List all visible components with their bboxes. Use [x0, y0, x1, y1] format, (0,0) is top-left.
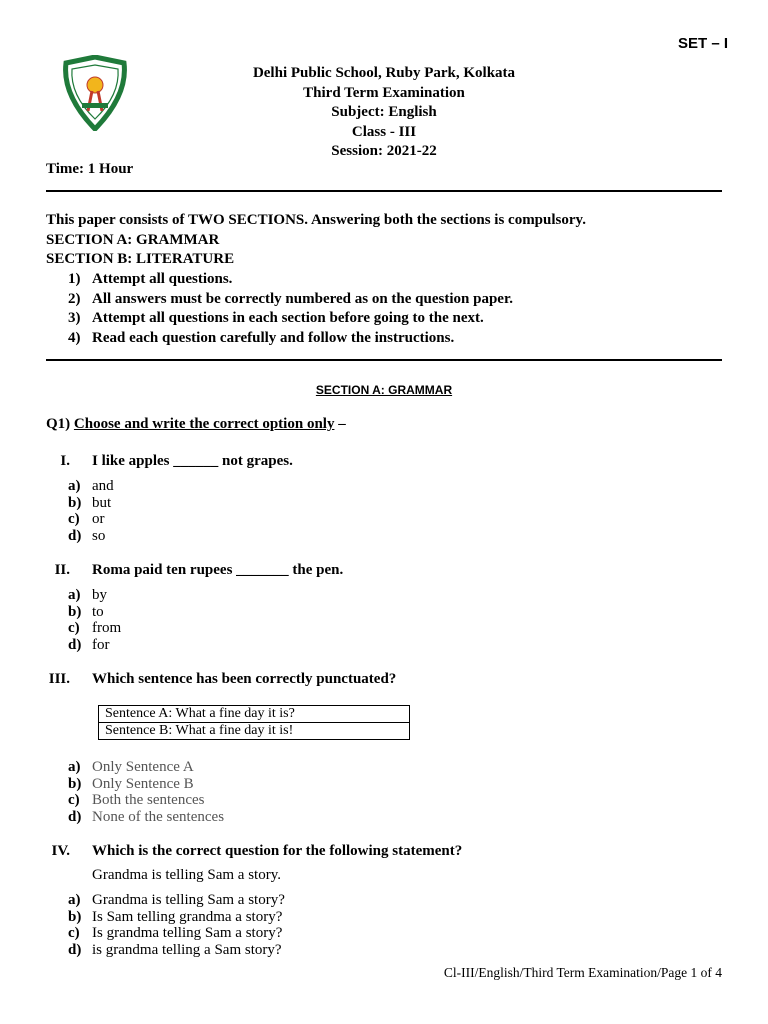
option [68, 604, 121, 621]
instruction-text: Attempt all questions. [92, 271, 233, 287]
instruction-item [68, 270, 513, 290]
option-letter: b) [68, 603, 82, 620]
class: Class - III [351, 123, 417, 140]
option [68, 809, 224, 826]
option-text: Is Sam telling grandma a story? [92, 908, 283, 925]
option-letter: a) [68, 587, 81, 603]
option-text: Grandma is telling Sam a story? [92, 892, 285, 908]
instructions-section-a: SECTION A: GRAMMAR [46, 231, 220, 248]
option-text: to [92, 603, 104, 620]
section-title: SECTION A: GRAMMAR [315, 383, 453, 397]
exam-header [0, 64, 768, 162]
instruction-number: 3) [68, 310, 81, 326]
exam-name: Third Term Examination [303, 84, 465, 101]
option-letter: b) [68, 775, 82, 792]
option-text: None of the sentences [92, 809, 225, 826]
option [68, 637, 121, 654]
divider [46, 359, 722, 361]
option-text: Is grandma telling Sam a story? [92, 925, 283, 942]
option-letter: c) [68, 620, 80, 637]
instructions-list [68, 270, 513, 348]
option-letter: a) [68, 892, 81, 908]
option [68, 942, 285, 959]
question-number: I. [60, 453, 70, 469]
subject: Subject: English [331, 104, 437, 120]
option-letter: b) [68, 908, 82, 925]
options-list [68, 478, 114, 545]
option-letter: d) [68, 809, 82, 826]
option [68, 511, 114, 528]
time-allowed: Time: 1 Hour [46, 161, 134, 177]
divider [46, 190, 722, 192]
question-text: Which sentence has been correctly punctuated? [92, 671, 397, 687]
option-text: Both the sentences [92, 792, 205, 809]
question-text: Roma paid ten rupees _______ the pen. [92, 562, 344, 578]
school-name: Delhi Public School, Ruby Park, Kolkata [252, 65, 516, 81]
instruction-item [68, 309, 513, 329]
instruction-text: Read each question carefully and follow the instructions. [92, 329, 455, 346]
option-letter: b) [68, 494, 82, 511]
option-text: for [92, 637, 110, 654]
option-letter: d) [68, 637, 82, 654]
option-text: and [92, 478, 114, 494]
instructions-section-b: SECTION B: LITERATURE [46, 251, 235, 267]
instruction-text: Attempt all questions in each section before going to the next. [92, 310, 484, 326]
session: Session: 2021-22 [331, 143, 437, 159]
sentence-a: Sentence A: What a fine day it is? [99, 706, 410, 723]
option-letter: d) [68, 942, 82, 959]
question-number: IV. [51, 843, 70, 859]
option [68, 587, 121, 604]
instruction-number: 4) [68, 329, 81, 346]
q1-prefix: Q1) [46, 416, 74, 432]
option [68, 478, 114, 495]
option [68, 776, 224, 793]
option-text: by [92, 587, 107, 603]
option-letter: c) [68, 511, 80, 528]
option-text: from [92, 620, 122, 637]
option-letter: a) [68, 478, 81, 494]
option [68, 495, 114, 512]
sentence-table [98, 705, 410, 740]
q1-heading [46, 416, 346, 433]
instruction-item [68, 329, 513, 349]
options-list [68, 759, 224, 826]
option [68, 528, 114, 545]
option-letter: a) [68, 759, 81, 775]
option-text: Only Sentence B [92, 775, 194, 792]
option [68, 620, 121, 637]
question-number: III. [48, 671, 70, 687]
instruction-number: 2) [68, 290, 81, 307]
option [68, 792, 224, 809]
instruction-text: All answers must be correctly numbered as on the question paper. [92, 290, 513, 307]
options-list [68, 587, 121, 654]
set-label: SET – I [678, 35, 729, 52]
instructions-block [46, 211, 586, 270]
question-number: II. [54, 562, 70, 578]
sentence-b: Sentence B: What a fine day it is! [99, 723, 410, 740]
option-text: Only Sentence A [92, 759, 194, 775]
option-text: or [92, 511, 105, 528]
option [68, 759, 224, 776]
statement: Grandma is telling Sam a story. [92, 867, 281, 883]
q1-instruction: Choose and write the correct option only [73, 416, 335, 432]
instruction-number: 1) [68, 271, 81, 287]
option [68, 925, 285, 942]
page-footer: Cl-III/English/Third Term Examination/Page 1 of 4 [443, 965, 722, 980]
option-text: so [92, 528, 106, 545]
option-letter: c) [68, 792, 80, 809]
option-text: is grandma telling a Sam story? [92, 942, 282, 959]
option-letter: c) [68, 925, 80, 942]
option [68, 909, 285, 926]
q1-suffix: – [334, 416, 346, 432]
option-letter: d) [68, 528, 82, 545]
option [68, 892, 285, 909]
instruction-item [68, 290, 513, 310]
question-text: Which is the correct question for the following statement? [92, 843, 463, 859]
options-list [68, 892, 285, 959]
option-text: but [92, 494, 112, 511]
question-text: I like apples ______ not grapes. [92, 453, 293, 469]
instructions-intro: This paper consists of TWO SECTIONS. Answering both the sections is compulsory. [46, 212, 586, 228]
